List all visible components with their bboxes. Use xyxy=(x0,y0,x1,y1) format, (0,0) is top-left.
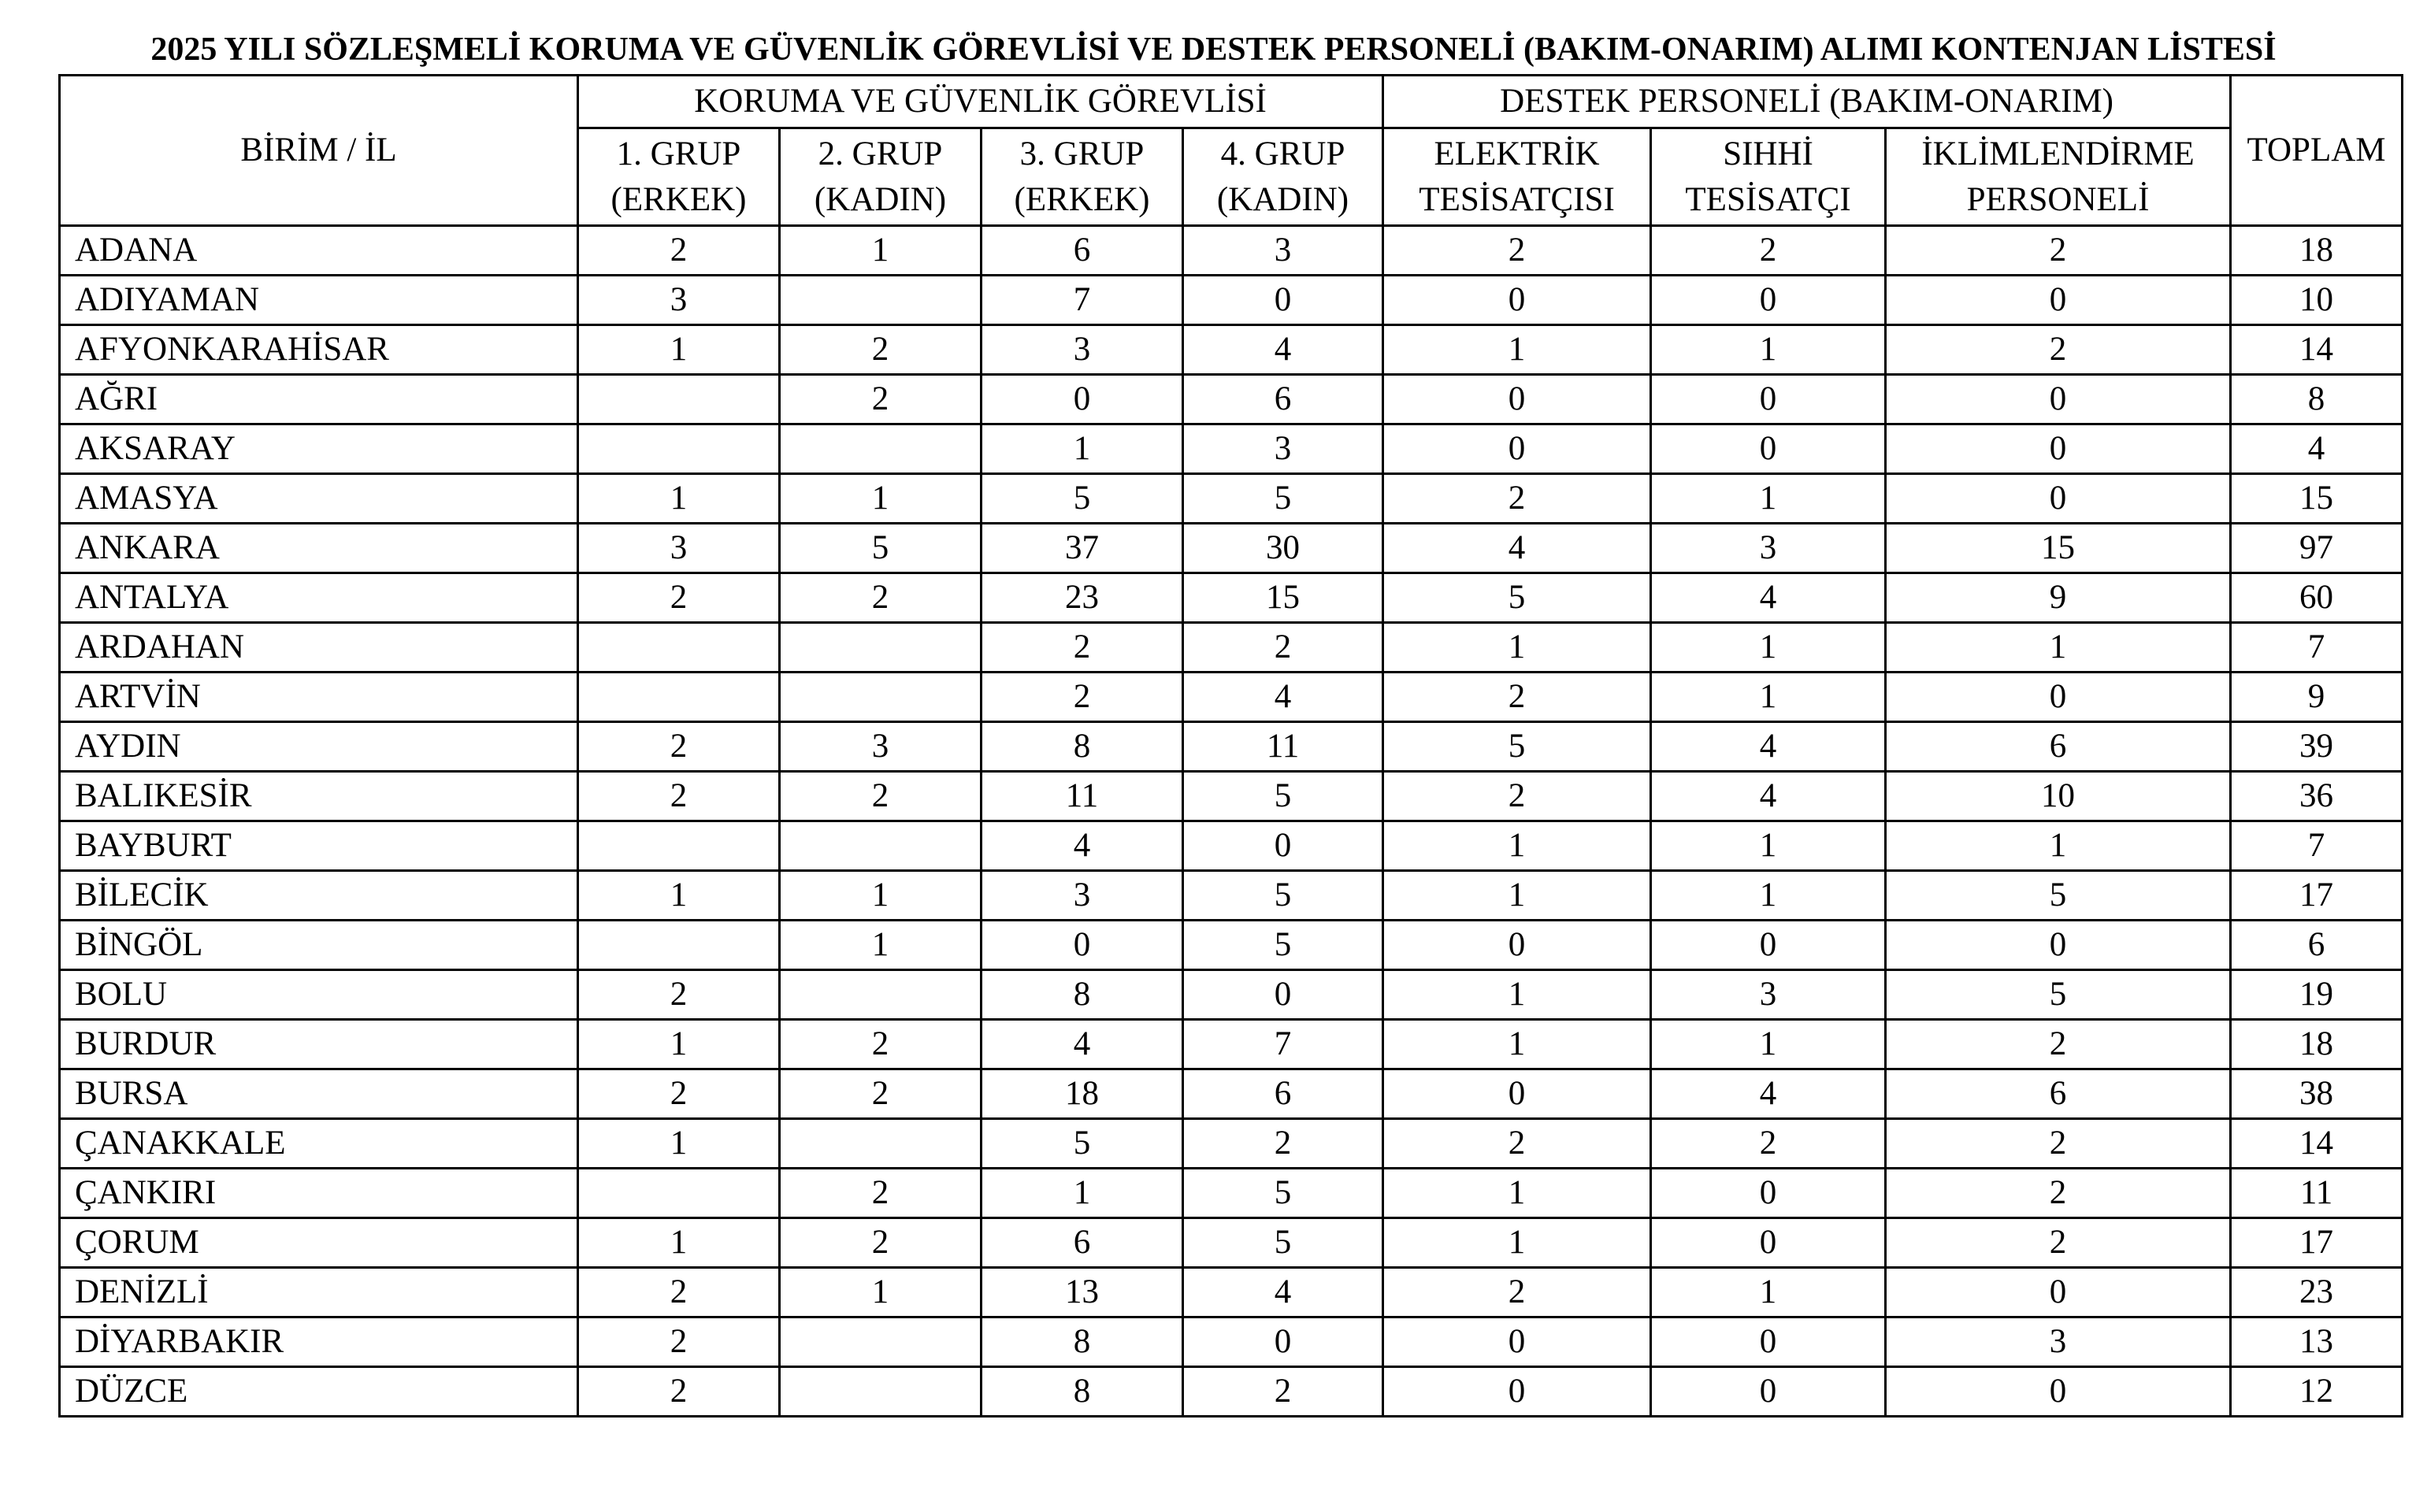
unit-header: BİRİM / İL xyxy=(60,76,578,226)
column-header-line1: İKLİMLENDİRME xyxy=(1921,135,2195,172)
quota-cell: 2 xyxy=(1183,1367,1383,1417)
quota-cell: 18 xyxy=(982,1069,1183,1119)
quota-cell: 5 xyxy=(1183,772,1383,821)
table-row xyxy=(60,1020,2403,1069)
quota-cell: 2 xyxy=(780,772,982,821)
quota-cell xyxy=(780,970,982,1020)
table-row xyxy=(60,921,2403,970)
quota-cell: 2 xyxy=(780,1169,982,1218)
quota-cell: 1 xyxy=(578,871,780,921)
column-header xyxy=(982,128,1183,226)
quota-cell: 1 xyxy=(578,1119,780,1169)
quota-cell xyxy=(780,276,982,325)
quota-cell: 5 xyxy=(1383,573,1651,623)
province-name: BİLECİK xyxy=(60,871,578,921)
row-total: 10 xyxy=(2231,276,2403,325)
support-group-header: DESTEK PERSONELİ (BAKIM-ONARIM) xyxy=(1383,76,2231,128)
province-name: ANKARA xyxy=(60,524,578,573)
province-name: ARDAHAN xyxy=(60,623,578,673)
province-name: BOLU xyxy=(60,970,578,1020)
quota-cell: 11 xyxy=(1183,722,1383,772)
quota-cell: 1 xyxy=(1383,970,1651,1020)
quota-cell: 5 xyxy=(1183,474,1383,524)
quota-cell: 4 xyxy=(982,821,1183,871)
quota-cell xyxy=(780,1367,982,1417)
quota-cell: 1 xyxy=(780,1268,982,1317)
quota-cell: 2 xyxy=(578,573,780,623)
column-header-line2: (KADIN) xyxy=(814,180,947,218)
quota-cell: 1 xyxy=(780,871,982,921)
quota-cell: 1 xyxy=(578,1020,780,1069)
quota-cell: 8 xyxy=(982,722,1183,772)
quota-cell: 2 xyxy=(982,673,1183,722)
quota-cell: 2 xyxy=(578,1268,780,1317)
quota-cell xyxy=(780,821,982,871)
row-total: 17 xyxy=(2231,1218,2403,1268)
quota-cell: 0 xyxy=(1383,375,1651,424)
column-header-line1: 3. GRUP xyxy=(1019,135,1145,172)
total-header: TOPLAM xyxy=(2231,76,2403,226)
column-header-line2: (ERKEK) xyxy=(1014,180,1150,218)
column-header xyxy=(1651,128,1886,226)
table-row xyxy=(60,970,2403,1020)
province-name: ÇANAKKALE xyxy=(60,1119,578,1169)
province-name: AĞRI xyxy=(60,375,578,424)
document-title: 2025 YILI SÖZLEŞMELİ KORUMA VE GÜVENLİK GÖREVLİSİ VE DESTEK PERSONELİ (BAKIM-ONARIM) ALIMI KONTENJAN LİSTESİ xyxy=(150,32,2277,68)
row-total: 7 xyxy=(2231,821,2403,871)
quota-cell: 30 xyxy=(1183,524,1383,573)
quota-cell: 5 xyxy=(1383,722,1651,772)
quota-cell: 0 xyxy=(1886,1367,2231,1417)
table-row xyxy=(60,325,2403,375)
quota-cell: 0 xyxy=(1383,1367,1651,1417)
row-total: 15 xyxy=(2231,474,2403,524)
row-total: 8 xyxy=(2231,375,2403,424)
quota-cell: 2 xyxy=(1886,1020,2231,1069)
quota-cell: 1 xyxy=(1383,821,1651,871)
quota-cell: 0 xyxy=(1183,1317,1383,1367)
quota-cell: 15 xyxy=(1183,573,1383,623)
table-row xyxy=(60,424,2403,474)
quota-cell xyxy=(578,673,780,722)
table-row xyxy=(60,1169,2403,1218)
quota-cell: 37 xyxy=(982,524,1183,573)
quota-cell: 0 xyxy=(1383,1069,1651,1119)
quota-cell: 0 xyxy=(1886,921,2231,970)
quota-cell: 2 xyxy=(578,970,780,1020)
quota-cell: 2 xyxy=(1651,226,1886,276)
column-header-line1: 1. GRUP xyxy=(616,135,741,172)
quota-cell: 2 xyxy=(1886,1169,2231,1218)
quota-cell: 2 xyxy=(578,772,780,821)
column-header-line2: TESİSATÇISI xyxy=(1419,180,1615,218)
quota-cell: 1 xyxy=(780,474,982,524)
province-name: BİNGÖL xyxy=(60,921,578,970)
quota-cell: 0 xyxy=(982,375,1183,424)
quota-cell: 0 xyxy=(1886,276,2231,325)
quota-cell: 2 xyxy=(1383,226,1651,276)
quota-cell: 2 xyxy=(1383,474,1651,524)
quota-table xyxy=(58,74,2403,1418)
quota-cell: 2 xyxy=(578,1317,780,1367)
row-total: 13 xyxy=(2231,1317,2403,1367)
table-row xyxy=(60,1367,2403,1417)
table-body xyxy=(60,226,2403,1417)
quota-cell: 1 xyxy=(1651,673,1886,722)
table-row xyxy=(60,1268,2403,1317)
row-total: 17 xyxy=(2231,871,2403,921)
quota-cell: 2 xyxy=(1651,1119,1886,1169)
column-header-line2: (ERKEK) xyxy=(610,180,747,218)
quota-cell xyxy=(780,1119,982,1169)
quota-cell xyxy=(780,1317,982,1367)
quota-cell: 1 xyxy=(1651,1020,1886,1069)
quota-cell: 4 xyxy=(1651,772,1886,821)
column-header-line1: 2. GRUP xyxy=(818,135,943,172)
quota-cell: 4 xyxy=(982,1020,1183,1069)
quota-cell: 0 xyxy=(1383,276,1651,325)
quota-cell: 2 xyxy=(780,375,982,424)
quota-cell: 4 xyxy=(1183,1268,1383,1317)
quota-cell: 5 xyxy=(982,474,1183,524)
province-name: AYDIN xyxy=(60,722,578,772)
column-header-line1: SIHHİ xyxy=(1723,135,1813,172)
province-name: ÇANKIRI xyxy=(60,1169,578,1218)
quota-cell: 0 xyxy=(1183,970,1383,1020)
quota-cell: 3 xyxy=(1183,226,1383,276)
quota-cell: 1 xyxy=(1383,1020,1651,1069)
quota-cell: 3 xyxy=(578,524,780,573)
quota-cell: 0 xyxy=(1383,921,1651,970)
quota-cell: 1 xyxy=(1651,474,1886,524)
column-header xyxy=(780,128,982,226)
quota-cell: 1 xyxy=(1651,325,1886,375)
column-header-line1: 4. GRUP xyxy=(1220,135,1345,172)
quota-cell xyxy=(578,375,780,424)
quota-cell: 1 xyxy=(1383,623,1651,673)
table-header xyxy=(60,76,2403,226)
row-total: 7 xyxy=(2231,623,2403,673)
row-total: 18 xyxy=(2231,226,2403,276)
quota-cell: 0 xyxy=(1886,1268,2231,1317)
row-total: 39 xyxy=(2231,722,2403,772)
row-total: 36 xyxy=(2231,772,2403,821)
quota-cell: 1 xyxy=(982,424,1183,474)
column-header xyxy=(1886,128,2231,226)
quota-cell: 2 xyxy=(780,325,982,375)
province-name: AKSARAY xyxy=(60,424,578,474)
security-group-header: KORUMA VE GÜVENLİK GÖREVLİSİ xyxy=(578,76,1383,128)
quota-cell: 0 xyxy=(1651,1218,1886,1268)
quota-cell: 2 xyxy=(982,623,1183,673)
table-row xyxy=(60,1119,2403,1169)
quota-cell: 6 xyxy=(1183,1069,1383,1119)
table-row xyxy=(60,375,2403,424)
table-row xyxy=(60,573,2403,623)
row-total: 12 xyxy=(2231,1367,2403,1417)
quota-cell: 2 xyxy=(780,1069,982,1119)
column-header-line1: ELEKTRİK xyxy=(1434,135,1600,172)
row-total: 97 xyxy=(2231,524,2403,573)
quota-cell xyxy=(578,424,780,474)
quota-cell xyxy=(578,623,780,673)
quota-cell: 0 xyxy=(1651,921,1886,970)
quota-cell: 2 xyxy=(578,722,780,772)
quota-cell: 0 xyxy=(982,921,1183,970)
quota-cell: 10 xyxy=(1886,772,2231,821)
row-total: 19 xyxy=(2231,970,2403,1020)
quota-cell: 5 xyxy=(982,1119,1183,1169)
quota-cell: 6 xyxy=(1183,375,1383,424)
province-name: AMASYA xyxy=(60,474,578,524)
quota-cell: 2 xyxy=(578,1367,780,1417)
column-header-line2: TESİSATÇI xyxy=(1685,180,1851,218)
quota-cell: 2 xyxy=(1886,1119,2231,1169)
table-row xyxy=(60,276,2403,325)
table-row xyxy=(60,524,2403,573)
quota-cell: 3 xyxy=(578,276,780,325)
quota-cell: 5 xyxy=(780,524,982,573)
quota-cell: 3 xyxy=(982,871,1183,921)
quota-cell xyxy=(578,1169,780,1218)
quota-cell: 0 xyxy=(1183,821,1383,871)
quota-cell: 3 xyxy=(982,325,1183,375)
quota-cell: 4 xyxy=(1183,673,1383,722)
province-name: ARTVİN xyxy=(60,673,578,722)
quota-cell: 0 xyxy=(1886,474,2231,524)
row-total: 18 xyxy=(2231,1020,2403,1069)
row-total: 6 xyxy=(2231,921,2403,970)
row-total: 11 xyxy=(2231,1169,2403,1218)
row-total: 60 xyxy=(2231,573,2403,623)
quota-cell: 5 xyxy=(1183,1169,1383,1218)
quota-cell: 1 xyxy=(780,921,982,970)
quota-cell: 1 xyxy=(780,226,982,276)
table-row xyxy=(60,772,2403,821)
table-row xyxy=(60,1069,2403,1119)
quota-cell: 5 xyxy=(1886,871,2231,921)
row-total: 14 xyxy=(2231,325,2403,375)
quota-cell: 5 xyxy=(1886,970,2231,1020)
quota-cell: 0 xyxy=(1651,276,1886,325)
table-row xyxy=(60,1317,2403,1367)
quota-cell: 1 xyxy=(1651,871,1886,921)
quota-cell: 2 xyxy=(1183,1119,1383,1169)
quota-cell: 3 xyxy=(1886,1317,2231,1367)
province-name: AFYONKARAHİSAR xyxy=(60,325,578,375)
column-header xyxy=(578,128,780,226)
quota-cell: 7 xyxy=(982,276,1183,325)
quota-cell: 8 xyxy=(982,1367,1183,1417)
quota-cell: 1 xyxy=(1383,325,1651,375)
row-total: 14 xyxy=(2231,1119,2403,1169)
province-name: ANTALYA xyxy=(60,573,578,623)
quota-cell: 5 xyxy=(1183,921,1383,970)
column-header-line2: PERSONELİ xyxy=(1966,180,2150,218)
quota-cell: 2 xyxy=(780,573,982,623)
row-total: 23 xyxy=(2231,1268,2403,1317)
province-name: DÜZCE xyxy=(60,1367,578,1417)
quota-cell: 8 xyxy=(982,1317,1183,1367)
quota-cell: 4 xyxy=(1183,325,1383,375)
table-row xyxy=(60,673,2403,722)
quota-cell: 0 xyxy=(1651,424,1886,474)
quota-cell: 1 xyxy=(1383,871,1651,921)
province-name: BURSA xyxy=(60,1069,578,1119)
quota-cell: 0 xyxy=(1886,673,2231,722)
quota-cell: 3 xyxy=(1651,970,1886,1020)
quota-cell: 1 xyxy=(1651,623,1886,673)
province-name: ADIYAMAN xyxy=(60,276,578,325)
quota-cell: 0 xyxy=(1651,1317,1886,1367)
quota-cell xyxy=(780,673,982,722)
column-header-line2: (KADIN) xyxy=(1216,180,1349,218)
quota-cell: 9 xyxy=(1886,573,2231,623)
quota-cell: 0 xyxy=(1383,1317,1651,1367)
quota-cell: 6 xyxy=(982,226,1183,276)
province-name: DİYARBAKIR xyxy=(60,1317,578,1367)
quota-cell: 1 xyxy=(982,1169,1183,1218)
province-name: DENİZLİ xyxy=(60,1268,578,1317)
quota-cell: 0 xyxy=(1651,1367,1886,1417)
table-row xyxy=(60,226,2403,276)
quota-cell: 8 xyxy=(982,970,1183,1020)
province-name: BALIKESİR xyxy=(60,772,578,821)
quota-cell: 1 xyxy=(578,325,780,375)
quota-cell: 1 xyxy=(1651,821,1886,871)
quota-cell: 2 xyxy=(1183,623,1383,673)
table-row xyxy=(60,623,2403,673)
province-name: ADANA xyxy=(60,226,578,276)
quota-cell: 2 xyxy=(578,1069,780,1119)
quota-cell: 13 xyxy=(982,1268,1183,1317)
quota-cell: 11 xyxy=(982,772,1183,821)
quota-cell: 2 xyxy=(1886,1218,2231,1268)
quota-cell: 1 xyxy=(578,474,780,524)
province-name: ÇORUM xyxy=(60,1218,578,1268)
quota-cell: 2 xyxy=(780,1218,982,1268)
quota-cell: 1 xyxy=(1383,1218,1651,1268)
table-row xyxy=(60,1218,2403,1268)
quota-cell: 1 xyxy=(1886,623,2231,673)
quota-cell: 3 xyxy=(1183,424,1383,474)
quota-cell: 3 xyxy=(780,722,982,772)
table-row xyxy=(60,871,2403,921)
table-row xyxy=(60,821,2403,871)
quota-cell: 23 xyxy=(982,573,1183,623)
quota-cell: 2 xyxy=(1383,673,1651,722)
row-total: 9 xyxy=(2231,673,2403,722)
quota-cell xyxy=(578,921,780,970)
quota-cell: 6 xyxy=(982,1218,1183,1268)
quota-cell: 4 xyxy=(1651,573,1886,623)
quota-cell: 2 xyxy=(1886,325,2231,375)
quota-cell: 1 xyxy=(1651,1268,1886,1317)
quota-cell: 2 xyxy=(1383,1119,1651,1169)
table-row xyxy=(60,722,2403,772)
quota-cell: 1 xyxy=(1886,821,2231,871)
quota-cell: 0 xyxy=(1383,424,1651,474)
quota-cell: 1 xyxy=(1383,1169,1651,1218)
quota-cell: 7 xyxy=(1183,1020,1383,1069)
quota-cell: 2 xyxy=(1383,772,1651,821)
column-header xyxy=(1183,128,1383,226)
row-total: 4 xyxy=(2231,424,2403,474)
quota-cell: 4 xyxy=(1651,722,1886,772)
province-name: BURDUR xyxy=(60,1020,578,1069)
quota-cell: 0 xyxy=(1183,276,1383,325)
province-name: BAYBURT xyxy=(60,821,578,871)
quota-cell: 3 xyxy=(1651,524,1886,573)
quota-cell: 0 xyxy=(1886,424,2231,474)
quota-cell: 2 xyxy=(578,226,780,276)
quota-cell: 6 xyxy=(1886,722,2231,772)
quota-cell: 4 xyxy=(1651,1069,1886,1119)
quota-cell: 0 xyxy=(1651,375,1886,424)
quota-cell: 2 xyxy=(1383,1268,1651,1317)
quota-cell: 4 xyxy=(1383,524,1651,573)
quota-cell: 1 xyxy=(578,1218,780,1268)
column-header xyxy=(1383,128,1651,226)
quota-cell xyxy=(780,424,982,474)
quota-cell: 0 xyxy=(1651,1169,1886,1218)
quota-cell: 15 xyxy=(1886,524,2231,573)
quota-cell: 2 xyxy=(1886,226,2231,276)
table-row xyxy=(60,474,2403,524)
quota-cell xyxy=(780,623,982,673)
quota-cell: 0 xyxy=(1886,375,2231,424)
quota-cell: 5 xyxy=(1183,1218,1383,1268)
quota-cell xyxy=(578,821,780,871)
quota-cell: 2 xyxy=(780,1020,982,1069)
row-total: 38 xyxy=(2231,1069,2403,1119)
quota-cell: 5 xyxy=(1183,871,1383,921)
quota-cell: 6 xyxy=(1886,1069,2231,1119)
